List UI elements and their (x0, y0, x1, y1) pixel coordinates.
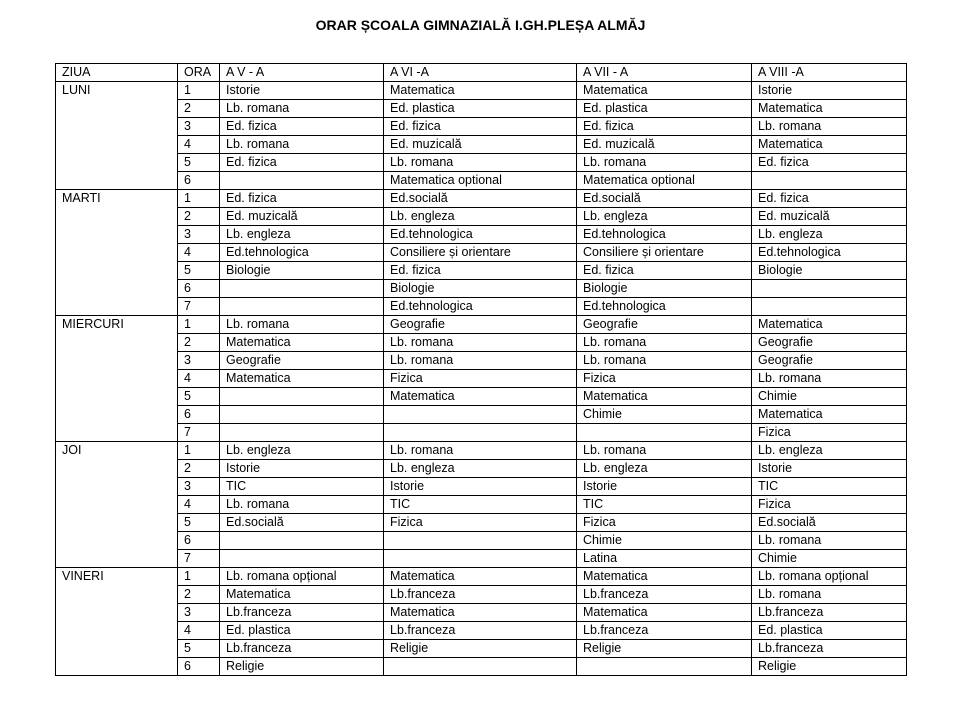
table-row (56, 640, 907, 658)
class-8-cell: Ed.socială (752, 514, 907, 532)
table-row (56, 550, 907, 568)
class-8-cell: Lb. romana (752, 532, 907, 550)
class-6-cell: Matematica (384, 568, 577, 586)
class-7-cell: Chimie (577, 406, 752, 424)
table-row (56, 82, 907, 100)
class-8-cell: Istorie (752, 82, 907, 100)
period-cell: 1 (178, 568, 220, 586)
class-8-cell: Lb. engleza (752, 442, 907, 460)
class-5-cell: Lb. romana (220, 316, 384, 334)
period-cell: 7 (178, 298, 220, 316)
class-8-cell: Fizica (752, 496, 907, 514)
class-7-cell: Consiliere și orientare (577, 244, 752, 262)
class-7-cell: Lb.franceza (577, 622, 752, 640)
class-6-cell: Fizica (384, 514, 577, 532)
class-7-cell: Matematica (577, 568, 752, 586)
day-cell (56, 370, 178, 388)
class-5-cell: Ed. fizica (220, 118, 384, 136)
table-row (56, 406, 907, 424)
class-5-cell: Lb. romana (220, 100, 384, 118)
table-row (56, 154, 907, 172)
class-7-cell: Religie (577, 640, 752, 658)
class-7-cell: Lb. romana (577, 442, 752, 460)
class-6-cell: Lb. romana (384, 352, 577, 370)
class-6-cell: Lb.franceza (384, 622, 577, 640)
class-6-cell: Matematica (384, 604, 577, 622)
table-row (56, 370, 907, 388)
day-cell (56, 496, 178, 514)
class-5-cell: Lb. engleza (220, 442, 384, 460)
period-cell: 1 (178, 442, 220, 460)
class-6-cell: Lb. engleza (384, 460, 577, 478)
class-7-cell: Lb. engleza (577, 208, 752, 226)
class-6-cell: Lb. engleza (384, 208, 577, 226)
class-8-cell (752, 172, 907, 190)
class-6-cell: Lb. romana (384, 442, 577, 460)
day-cell (56, 424, 178, 442)
table-row (56, 604, 907, 622)
table-row (56, 298, 907, 316)
class-6-cell (384, 424, 577, 442)
day-cell: LUNI (56, 82, 178, 100)
day-cell: JOI (56, 442, 178, 460)
class-8-cell: Lb. engleza (752, 226, 907, 244)
day-cell (56, 352, 178, 370)
table-row (56, 316, 907, 334)
class-6-cell: Ed. fizica (384, 118, 577, 136)
period-cell: 6 (178, 532, 220, 550)
class-7-cell: Matematica (577, 388, 752, 406)
period-cell: 7 (178, 550, 220, 568)
table-row (56, 568, 907, 586)
class-8-cell: Matematica (752, 136, 907, 154)
class-8-cell: Geografie (752, 352, 907, 370)
class-5-cell: Lb. romana opțional (220, 568, 384, 586)
class-8-cell: Lb. romana opțional (752, 568, 907, 586)
class-5-cell: Ed.socială (220, 514, 384, 532)
class-5-cell: Lb.franceza (220, 640, 384, 658)
class-6-cell (384, 550, 577, 568)
header-class-7: A VII - A (577, 64, 752, 82)
day-cell (56, 280, 178, 298)
class-5-cell (220, 388, 384, 406)
class-6-cell: Geografie (384, 316, 577, 334)
class-8-cell: Matematica (752, 316, 907, 334)
day-cell (56, 298, 178, 316)
class-8-cell: Istorie (752, 460, 907, 478)
period-cell: 5 (178, 514, 220, 532)
class-5-cell: TIC (220, 478, 384, 496)
class-8-cell: Lb. romana (752, 586, 907, 604)
class-6-cell (384, 658, 577, 676)
class-7-cell: Lb.franceza (577, 586, 752, 604)
table-row (56, 334, 907, 352)
day-cell (56, 478, 178, 496)
class-8-cell: TIC (752, 478, 907, 496)
period-cell: 5 (178, 154, 220, 172)
header-ora: ORA (178, 64, 220, 82)
class-7-cell: Matematica (577, 82, 752, 100)
class-8-cell: Matematica (752, 100, 907, 118)
schedule-table (55, 63, 907, 676)
table-row (56, 172, 907, 190)
class-6-cell (384, 532, 577, 550)
period-cell: 1 (178, 316, 220, 334)
class-8-cell: Lb. romana (752, 118, 907, 136)
period-cell: 3 (178, 604, 220, 622)
period-cell: 2 (178, 334, 220, 352)
class-7-cell: Lb. romana (577, 352, 752, 370)
table-row (56, 244, 907, 262)
header-ziua: ZIUA (56, 64, 178, 82)
class-5-cell (220, 406, 384, 424)
period-cell: 6 (178, 406, 220, 424)
class-6-cell: Consiliere și orientare (384, 244, 577, 262)
class-5-cell: Ed. muzicală (220, 208, 384, 226)
class-7-cell: Ed. fizica (577, 118, 752, 136)
period-cell: 1 (178, 82, 220, 100)
class-5-cell: Ed. plastica (220, 622, 384, 640)
period-cell: 2 (178, 208, 220, 226)
class-6-cell: Ed.tehnologica (384, 298, 577, 316)
class-8-cell: Ed. muzicală (752, 208, 907, 226)
day-cell (56, 154, 178, 172)
class-7-cell: Ed. plastica (577, 100, 752, 118)
class-6-cell: Fizica (384, 370, 577, 388)
class-5-cell: Matematica (220, 586, 384, 604)
header-row (56, 64, 907, 82)
class-7-cell (577, 424, 752, 442)
table-row (56, 424, 907, 442)
class-7-cell: Chimie (577, 532, 752, 550)
table-row (56, 280, 907, 298)
class-7-cell: Geografie (577, 316, 752, 334)
period-cell: 3 (178, 352, 220, 370)
class-8-cell: Biologie (752, 262, 907, 280)
day-cell (56, 334, 178, 352)
class-6-cell: Matematica optional (384, 172, 577, 190)
class-5-cell: Matematica (220, 370, 384, 388)
class-5-cell: Matematica (220, 334, 384, 352)
class-5-cell: Lb. engleza (220, 226, 384, 244)
class-6-cell: Ed. muzicală (384, 136, 577, 154)
class-8-cell: Chimie (752, 550, 907, 568)
class-5-cell (220, 532, 384, 550)
class-6-cell: TIC (384, 496, 577, 514)
day-cell (56, 118, 178, 136)
class-5-cell (220, 424, 384, 442)
period-cell: 3 (178, 226, 220, 244)
day-cell: MIERCURI (56, 316, 178, 334)
class-8-cell (752, 298, 907, 316)
period-cell: 2 (178, 100, 220, 118)
class-6-cell: Matematica (384, 388, 577, 406)
class-6-cell: Ed. fizica (384, 262, 577, 280)
class-5-cell (220, 280, 384, 298)
class-7-cell: Ed.socială (577, 190, 752, 208)
class-7-cell: Ed.tehnologica (577, 226, 752, 244)
day-cell (56, 244, 178, 262)
day-cell (56, 658, 178, 676)
table-row (56, 190, 907, 208)
class-5-cell: Religie (220, 658, 384, 676)
class-8-cell: Chimie (752, 388, 907, 406)
table-row (56, 460, 907, 478)
day-cell (56, 406, 178, 424)
table-row (56, 622, 907, 640)
table-row (56, 478, 907, 496)
class-7-cell: Fizica (577, 370, 752, 388)
table-row (56, 442, 907, 460)
header-class-5: A V - A (220, 64, 384, 82)
period-cell: 3 (178, 118, 220, 136)
day-cell (56, 640, 178, 658)
class-8-cell: Fizica (752, 424, 907, 442)
day-cell (56, 604, 178, 622)
class-5-cell (220, 298, 384, 316)
period-cell: 5 (178, 262, 220, 280)
class-5-cell: Istorie (220, 82, 384, 100)
period-cell: 4 (178, 622, 220, 640)
class-5-cell: Ed. fizica (220, 190, 384, 208)
class-7-cell (577, 658, 752, 676)
class-5-cell: Istorie (220, 460, 384, 478)
table-row (56, 208, 907, 226)
class-8-cell: Ed. plastica (752, 622, 907, 640)
period-cell: 6 (178, 658, 220, 676)
period-cell: 2 (178, 460, 220, 478)
period-cell: 4 (178, 496, 220, 514)
class-7-cell: Fizica (577, 514, 752, 532)
period-cell: 4 (178, 244, 220, 262)
period-cell: 4 (178, 136, 220, 154)
table-row (56, 586, 907, 604)
day-cell (56, 586, 178, 604)
class-5-cell: Lb.franceza (220, 604, 384, 622)
period-cell: 6 (178, 172, 220, 190)
day-cell (56, 136, 178, 154)
header-class-8: A VIII -A (752, 64, 907, 82)
day-cell (56, 514, 178, 532)
class-6-cell: Istorie (384, 478, 577, 496)
day-cell (56, 532, 178, 550)
class-6-cell: Lb. romana (384, 154, 577, 172)
period-cell: 5 (178, 640, 220, 658)
header-class-6: A VI -A (384, 64, 577, 82)
class-7-cell: Ed. muzicală (577, 136, 752, 154)
period-cell: 2 (178, 586, 220, 604)
class-7-cell: Latina (577, 550, 752, 568)
day-cell: MARTI (56, 190, 178, 208)
period-cell: 5 (178, 388, 220, 406)
period-cell: 6 (178, 280, 220, 298)
page-title: ORAR ȘCOALA GIMNAZIALĂ I.GH.PLEȘA ALMĂJ (315, 17, 646, 33)
table-row (56, 514, 907, 532)
class-8-cell: Religie (752, 658, 907, 676)
class-8-cell: Ed. fizica (752, 190, 907, 208)
class-7-cell: Lb. romana (577, 154, 752, 172)
class-6-cell (384, 406, 577, 424)
period-cell: 7 (178, 424, 220, 442)
class-7-cell: Matematica optional (577, 172, 752, 190)
class-5-cell: Lb. romana (220, 496, 384, 514)
class-7-cell: Istorie (577, 478, 752, 496)
period-cell: 4 (178, 370, 220, 388)
class-7-cell: Lb. romana (577, 334, 752, 352)
schedule-body (56, 82, 907, 676)
class-5-cell (220, 172, 384, 190)
table-row (56, 136, 907, 154)
class-8-cell: Lb. romana (752, 370, 907, 388)
table-row (56, 658, 907, 676)
day-cell (56, 172, 178, 190)
class-8-cell: Ed. fizica (752, 154, 907, 172)
day-cell (56, 388, 178, 406)
table-row (56, 262, 907, 280)
day-cell (56, 226, 178, 244)
class-7-cell: Ed.tehnologica (577, 298, 752, 316)
class-8-cell (752, 280, 907, 298)
class-5-cell: Biologie (220, 262, 384, 280)
class-6-cell: Ed. plastica (384, 100, 577, 118)
table-row (56, 388, 907, 406)
class-6-cell: Biologie (384, 280, 577, 298)
table-row (56, 118, 907, 136)
table-row (56, 496, 907, 514)
class-7-cell: Lb. engleza (577, 460, 752, 478)
table-row (56, 352, 907, 370)
class-6-cell: Lb. romana (384, 334, 577, 352)
day-cell (56, 100, 178, 118)
class-6-cell: Matematica (384, 82, 577, 100)
class-5-cell: Lb. romana (220, 136, 384, 154)
class-8-cell: Lb.franceza (752, 604, 907, 622)
class-6-cell: Religie (384, 640, 577, 658)
class-5-cell: Ed. fizica (220, 154, 384, 172)
period-cell: 3 (178, 478, 220, 496)
class-6-cell: Ed.socială (384, 190, 577, 208)
class-7-cell: Biologie (577, 280, 752, 298)
day-cell (56, 208, 178, 226)
day-cell (56, 622, 178, 640)
class-8-cell: Lb.franceza (752, 640, 907, 658)
class-5-cell: Ed.tehnologica (220, 244, 384, 262)
class-7-cell: Matematica (577, 604, 752, 622)
class-7-cell: Ed. fizica (577, 262, 752, 280)
day-cell (56, 262, 178, 280)
class-5-cell: Geografie (220, 352, 384, 370)
period-cell: 1 (178, 190, 220, 208)
class-8-cell: Ed.tehnologica (752, 244, 907, 262)
table-row (56, 532, 907, 550)
day-cell (56, 460, 178, 478)
class-5-cell (220, 550, 384, 568)
day-cell: VINERI (56, 568, 178, 586)
class-8-cell: Matematica (752, 406, 907, 424)
class-6-cell: Ed.tehnologica (384, 226, 577, 244)
table-row (56, 226, 907, 244)
day-cell (56, 550, 178, 568)
class-7-cell: TIC (577, 496, 752, 514)
class-6-cell: Lb.franceza (384, 586, 577, 604)
table-row (56, 100, 907, 118)
class-8-cell: Geografie (752, 334, 907, 352)
